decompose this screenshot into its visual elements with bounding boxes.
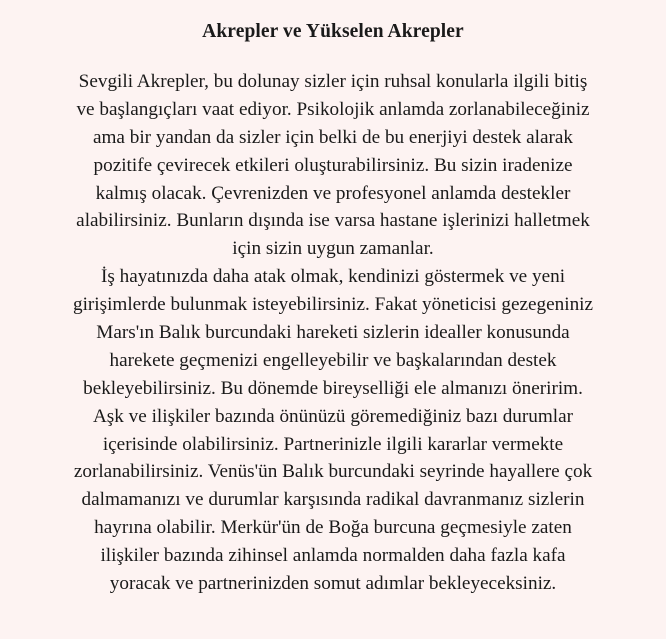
text-line: kalmış olacak. Çevrenizden ve profesyonel anlamda destekler <box>95 182 571 204</box>
text-line: pozitife çevirecek etkileri oluşturabilirsiniz. Bu sizin iradenize <box>93 154 573 176</box>
text-line: Aşk ve ilişkiler bazında önünüzü göremediğiniz bazı durumlar <box>92 405 574 427</box>
text-line: girişimlerde bulunmak isteyebilirsiniz. Fakat yöneticisi gezegeniniz <box>72 294 594 316</box>
text-line: Sevgili Akrepler, bu dolunay sizler için ruhsal konularla ilgili bitiş <box>78 71 588 92</box>
document-title: Akrepler ve Yükselen Akrepler <box>202 21 464 42</box>
text-line: yoracak ve partnerinizden somut adımlar bekleyeceksiniz. <box>109 573 557 595</box>
text-line: harekete geçmenizi engelleyebilir ve başkalarından destek <box>109 349 557 371</box>
text-line: içerisinde olabilirsiniz. Partnerinizle ilgili kararlar vermekte <box>102 433 564 455</box>
text-line: dalmamanızı ve durumlar karşısında radikal davranmanız sizlerin <box>81 489 585 511</box>
text-line: hayrına olabilir. Merkür'ün de Boğa burcuna geçmesiyle zaten <box>94 517 572 539</box>
text-line: ama bir yandan da sizler için belki de bu enerjiyi destek alarak <box>92 126 574 148</box>
text-line: İş hayatınızda daha atak olmak, kendinizi göstermek ve yeni <box>100 266 566 288</box>
text-line: Mars'ın Balık burcundaki hareketi sizlerin idealler konusunda <box>96 322 570 344</box>
document-body <box>18 68 648 598</box>
text-line: bekleyebilirsiniz. Bu dönemde bireyselliği ele almanızı öneririm. <box>83 377 583 399</box>
text-line: alabilirsiniz. Bunların dışında ise varsa hastane işlerinizi halletmek <box>76 210 590 232</box>
text-line: ilişkiler bazında zihinsel anlamda normalden daha fazla kafa <box>100 545 566 567</box>
text-line: ve başlangıçları vaat ediyor. Psikolojik anlamda zorlanabileceğiniz <box>76 98 590 120</box>
text-line: için sizin uygun zamanlar. <box>232 238 434 260</box>
text-line: zorlanabilirsiniz. Venüs'ün Balık burcundaki seyrinde hayallere çok <box>73 461 593 483</box>
